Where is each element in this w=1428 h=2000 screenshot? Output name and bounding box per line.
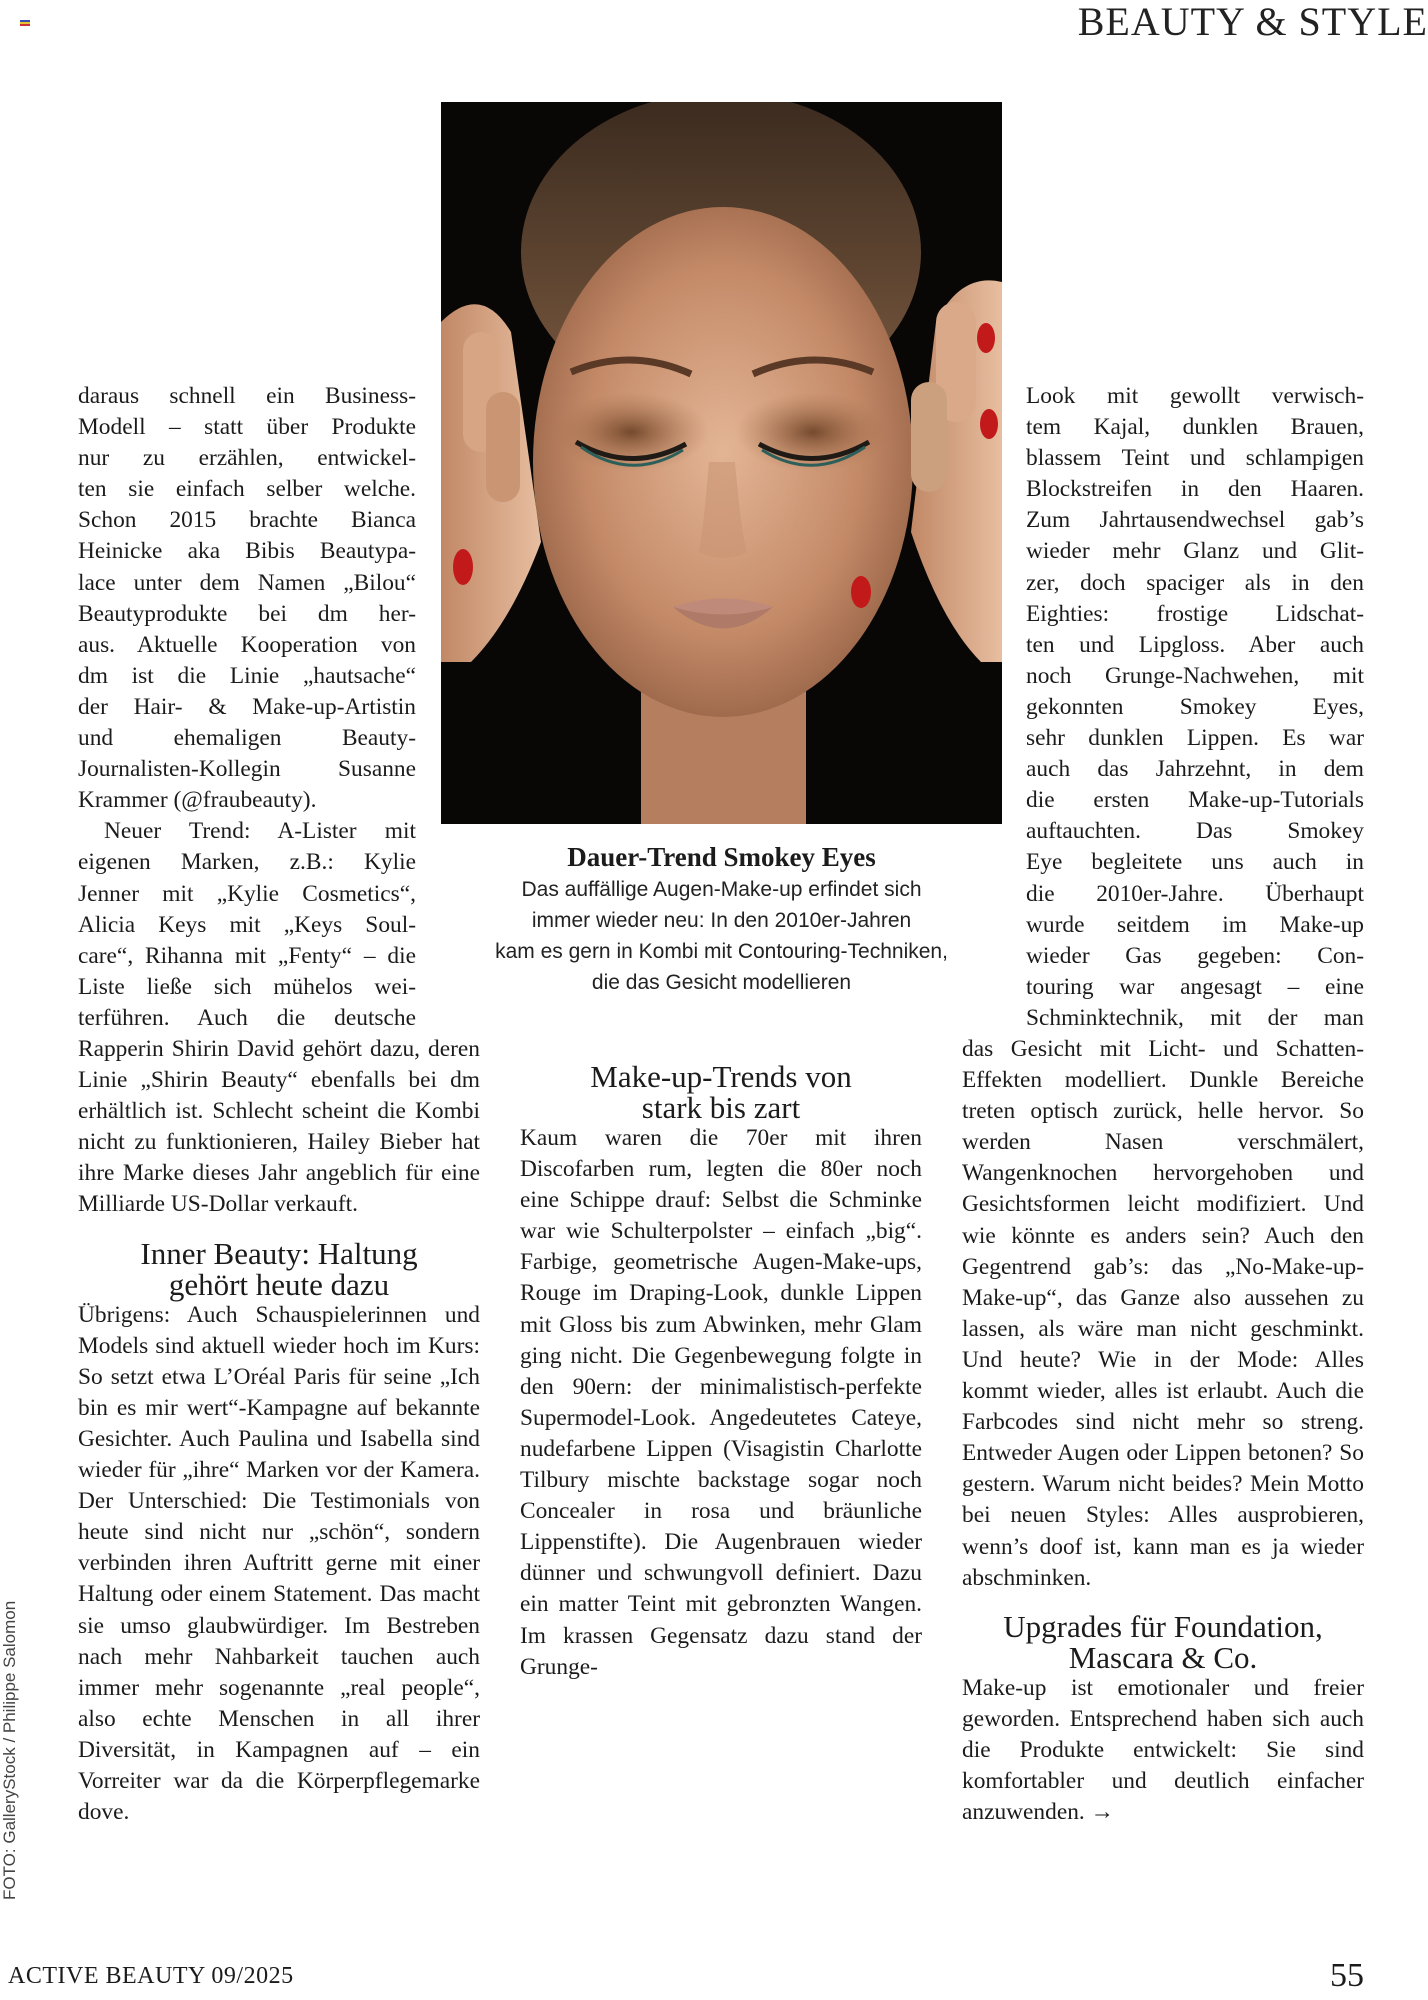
subheading-line: Inner Beauty: Haltung [140,1235,418,1271]
text-line: Heinicke aka Bibis Beautypa- [78,538,416,565]
text-line: lace unter dem Namen „Bilou“ [78,569,416,596]
caption-line: kam es gern in Kombi mit Contouring-Techniken, [495,940,948,963]
section-header: BEAUTY & STYLE [1077,0,1428,44]
text-line: ten sie einfach selber welche. [78,476,416,503]
text-line: noch Grunge-Nachwehen, mit [1026,662,1364,689]
subheading-line: Upgrades für Foundation, [1003,1608,1323,1644]
text-line: Liste ließe sich mühelos wei- [78,973,416,1000]
model-portrait-illustration [441,102,1002,824]
caption-title: Dauer-Trend Smokey Eyes [567,842,876,872]
text-line: Schminktechnik, mit der man [1026,1004,1364,1031]
text-line: Jenner mit „Kylie Cosmetics“, [78,880,416,907]
body-paragraph: Rapperin Shirin David gehört dazu, deren Linie „Shirin Beauty“ ebenfalls bei dm erhältlich ist. Schlecht scheint die Kombi nicht zu funktionieren, Hailey Bieber hat ihre Marke dieses Jahr angeblich für eine Milliarde US-Dollar verkauft. [78,1036,480,1218]
text-line: Journalisten-Kollegin Susanne [78,756,416,783]
text-line: Zum Jahrtausendwechsel gab’s [1026,507,1364,534]
body-paragraph: Kaum waren die 70er mit ihren Discofarben rum, legten die 80er noch eine Schippe drauf: Selbst die Schminke war wie Schulterpolster – einfach „big“. Farbige, geometrische Augen-Make-ups, Rouge im Draping-Look, dunkle Lippen mit Gloss bis zum Abwinken, mehr Glam ging nicht. Die Gegenbewegung folgte in den 90ern: der minimalistisch-perfekte Supermodel-Look. Angedeutetes Cateye, nudefarbene Lippen (Visagistin Charlotte Tilbury mischte backstage sogar noch Concealer in rosa und bräunliche Lippenstifte). Die Augenbrauen wieder dünner und schwungvoll definiert. Dazu ein matter Teint mit gebronzten Wangen. Im krassen Gegensatz dazu stand der Grunge- [520,1125,922,1680]
body-paragraph: das Gesicht mit Licht- und Schatten-Effekten modelliert. Dunkle Bereiche treten optisch zurück, helle hervor. So werden Nasen verschmälert, Wangenknochen hervorgehoben und Gesichtsformen leicht modifiziert. Und wie könnte es anders sein? Auch den Gegentrend gab’s: das „No-Make-up-Make-up“, das Ganze also aussehen zu lassen, als wäre man nicht geschminkt. Und heute? Wie in der Mode: Alles kommt wieder, alles ist erlaubt. Auch die Farbcodes sind nicht mehr so streng. Entweder Augen oder Lippen betonen? So gestern. Warum nicht beides? Mein Motto bei neuen Styles: Alles ausprobieren, wenn’s doof ist, kann man es ja wieder abschminken. [962,1036,1364,1591]
text-line: Look mit gewollt verwisch- [1026,383,1364,409]
text-line: daraus schnell ein Business- [78,383,416,409]
text-line: zer, doch spaciger als in den [1026,569,1364,596]
body-paragraph: Übrigens: Auch Schauspielerinnen und Models sind aktuell wieder hoch im Kurs: So setzt etwa L’Oréal Paris für seine „Ich bin es mir wert“-Kampagne auf bekannte Gesichter. Auch Paulina und Isabella sind wieder für „ihre“ Marken vor der Kamera. Der Unterschied: Die Testimonials von heute sind nicht nur „schön“, sondern verbinden ihren Auftritt gerne mit einer Haltung oder einem Statement. Das macht sie umso glaubwürdiger. Im Bestreben nach mehr Nahbarkeit tauchen auch immer mehr sogenannte „real people“, also echte Menschen in all ihrer Diversität, in Kampagnen auf – ein Vorreiter war da die Körperpflegemarke dove. [78,1301,480,1826]
caption-text [441,874,1002,998]
caption-line: die das Gesicht modellieren [591,971,852,994]
text-line: dm ist die Linie „hautsache“ [78,662,416,689]
text-line: auftauchten. Das Smokey [1026,818,1364,845]
text-line: die 2010er-Jahre. Überhaupt [1026,880,1364,907]
photo-credit: FOTO: GalleryStock / Philippe Salomon [0,1600,19,1900]
right-column-wide [962,1034,1364,1828]
text-line: und ehemaligen Beauty- [78,725,416,752]
corner-mark [20,20,30,26]
left-column-narrow [78,381,416,1034]
left-column-wide [78,1034,480,1828]
caption-line: immer wieder neu: In den 2010er-Jahren [531,909,912,932]
body-paragraph: Make-up ist emotionaler und freier geworden. Entsprechend haben sich auch die Produkte entwickelt: Sie sind komfortabler und deutlich einfacher anzuwenden. → [962,1674,1364,1826]
photo-caption [441,840,1002,998]
text-line: Eye begleitete uns auch in [1026,849,1364,876]
text-line: eigenen Marken, z.B.: Kylie [78,849,416,876]
text-line: care“, Rihanna mit „Fenty“ – die [78,942,416,969]
hero-photo [441,102,1002,824]
subheading-line: Make-up-Trends von [590,1059,852,1094]
right-column-narrow [1026,381,1364,1034]
text-line: Krammer (@fraubeauty). [78,787,317,814]
text-line: wieder Gas gegeben: Con- [1026,942,1364,969]
middle-column [520,1061,922,1683]
text-line: gekonnten Smokey Eyes, [1026,693,1364,720]
text-line: Neuer Trend: A-Lister mit [104,818,416,845]
text-line: tem Kajal, dunklen Brauen, [1026,414,1364,441]
text-line: ten und Lipgloss. Aber auch [1026,631,1364,658]
text-line: wieder mehr Glanz und Glit- [1026,538,1364,565]
text-line: Blockstreifen in den Haaren. [1026,476,1364,503]
subheading-line: stark bis zart [641,1090,801,1125]
text-line: wurde seitdem im Make-up [1026,911,1364,938]
text-line: sehr dunklen Lippen. Es war [1026,725,1364,752]
text-line: der Hair- & Make-up-Artistin [78,693,416,720]
subheading-makeup-trends [520,1061,922,1123]
text-line: nur zu erzählen, entwickel- [78,445,416,472]
caption-line: Das auffällige Augen-Make-up erfindet sich [521,878,922,901]
text-line: aus. Aktuelle Kooperation von [78,631,416,658]
text-line: auch das Jahrzehnt, in dem [1026,756,1364,783]
text-line: blassem Teint und schlampigen [1026,445,1364,472]
page-number: 55 [1330,1957,1364,1994]
text-line: Eighties: frostige Lidschat- [1026,600,1364,627]
subheading-line: Mascara & Co. [1068,1639,1258,1675]
text-line: Beautyprodukte bei dm her- [78,600,416,627]
subheading-line: gehört heute dazu [168,1266,390,1302]
text-line: die ersten Make-up-Tutorials [1026,787,1364,814]
text-line: terführen. Auch die deutsche [78,1004,416,1031]
text-line: Modell – statt über Produkte [78,414,416,441]
text-line: Schon 2015 brachte Bianca [78,507,416,534]
text-line: Alicia Keys mit „Keys Soul- [78,911,416,938]
subheading-upgrades [962,1608,1364,1675]
issue-label: ACTIVE BEAUTY 09/2025 [8,1963,294,1989]
text-line: touring war angesagt – eine [1026,973,1364,1000]
subheading-inner-beauty [78,1235,480,1302]
